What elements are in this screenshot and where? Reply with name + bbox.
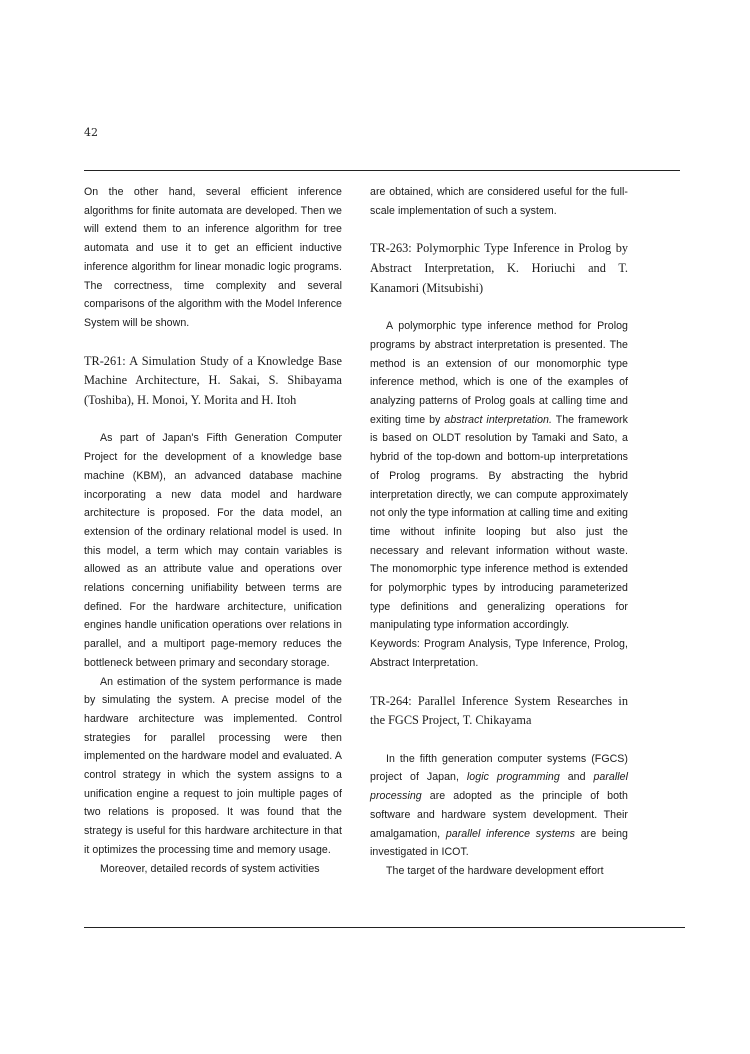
tr264-text-a: In the fifth generation computer systems (FGCS) project of Japan, [370, 752, 628, 784]
tr264-emphasis-3: parallel inference systems [445, 827, 575, 840]
tr264-text-d: are being investigated in ICOT. [370, 827, 628, 859]
tr263-text-a: A polymorphic type inference method for Prolog programs by abstract interpretation is presented. The method is an extension of our monomorphic type inference method, which is one of the examples of analyzing patterns of Prolog goals at calling time and exiting time by [370, 320, 628, 426]
tr264-emphasis-1: logic programming [466, 771, 560, 784]
tr263-text-b: The framework is based on OLDT resolution by Tamaki and Sato, a hybrid of the top-down and bottom-up interpretations of Prolog programs. By abstracting the hybrid interpretation directly, we can compute approximately not only the type information at calling time and exiting time without infinite looping but also just the necessary and relevant information without waste. The monomorphic type inference method is extended for polymorphic types by introducing parameterized type definitions and generalizing operations for manipulating type information accordingly. [370, 413, 628, 632]
tr261-paragraph-1: As part of Japan's Fifth Generation Computer Project for the development of a knowledge base machine (KBM), an advanced database machine incorporating a new data model and hardware architecture is proposed. For the data model, an extension of the ordinary relational model is used. In this model, a term which may contain variables is allowed as an attribute value and operations over relations concerning unifiability between terms are defined. For the hardware architecture, unification engines handle unification operations over relations in parallel, and a multiport page-memory reduces the bottleneck between primary and secondary storage. [84, 432, 342, 669]
left-column [84, 183, 342, 878]
tr264-emphasis-2: parallel processing [370, 771, 629, 803]
right-column [370, 183, 628, 881]
tr264-text-b: and [559, 771, 594, 784]
tr261-paragraph-2: An estimation of the system performance is made by simulating the system. A precise model of the hardware architecture was implemented. Control strategies for parallel processing were then implemented on the hardware model and evaluated. A control strategy in which the system assigns to a unification engine a request to join multiple pages of two relations is proposed. It was found that the strategy is useful for this hardware architecture in that it optimizes the processing time and memory usage. [84, 675, 342, 856]
tr263-emphasis: abstract interpretation. [444, 413, 552, 426]
tr261-heading: TR-261: A Simulation Study of a Knowledge Base Machine Architecture, H. Sakai, S. Shibayama (Toshiba), H. Monoi, Y. Morita and H. Itoh [84, 353, 342, 407]
bottom-rule [84, 927, 685, 928]
intro-paragraph: On the other hand, several efficient inference algorithms for finite automata are developed. Then we will extend them to an inference algorithm for tree automata and use it to get an efficient inductive inference algorithm for linear monadic logic programs. The correctness, time complexity and several comparisons of the algorithm with the Model Inference System will be shown. [84, 186, 342, 329]
continued-paragraph: are obtained, which are considered useful for the full-scale implementation of such a system. [370, 186, 628, 217]
tr264-text-c: are adopted as the principle of both software and hardware system development. Their amalgamation, [370, 790, 628, 840]
top-rule [84, 170, 680, 171]
page-number: 42 [84, 126, 98, 139]
tr263-keywords: Keywords: Program Analysis, Type Inference, Prolog, Abstract Interpretation. [370, 638, 628, 669]
tr264-paragraph-1 [370, 750, 628, 862]
tr264-paragraph-2: The target of the hardware development effort [386, 864, 604, 877]
tr261-paragraph-3: Moreover, detailed records of system activities [100, 862, 320, 875]
tr263-paragraph-1 [370, 317, 628, 635]
tr264-heading: TR-264: Parallel Inference System Researches in the FGCS Project, T. Chikayama [370, 693, 628, 728]
tr263-heading: TR-263: Polymorphic Type Inference in Prolog by Abstract Interpretation, K. Horiuchi and T. Kanamori (Mitsubishi) [370, 241, 628, 295]
